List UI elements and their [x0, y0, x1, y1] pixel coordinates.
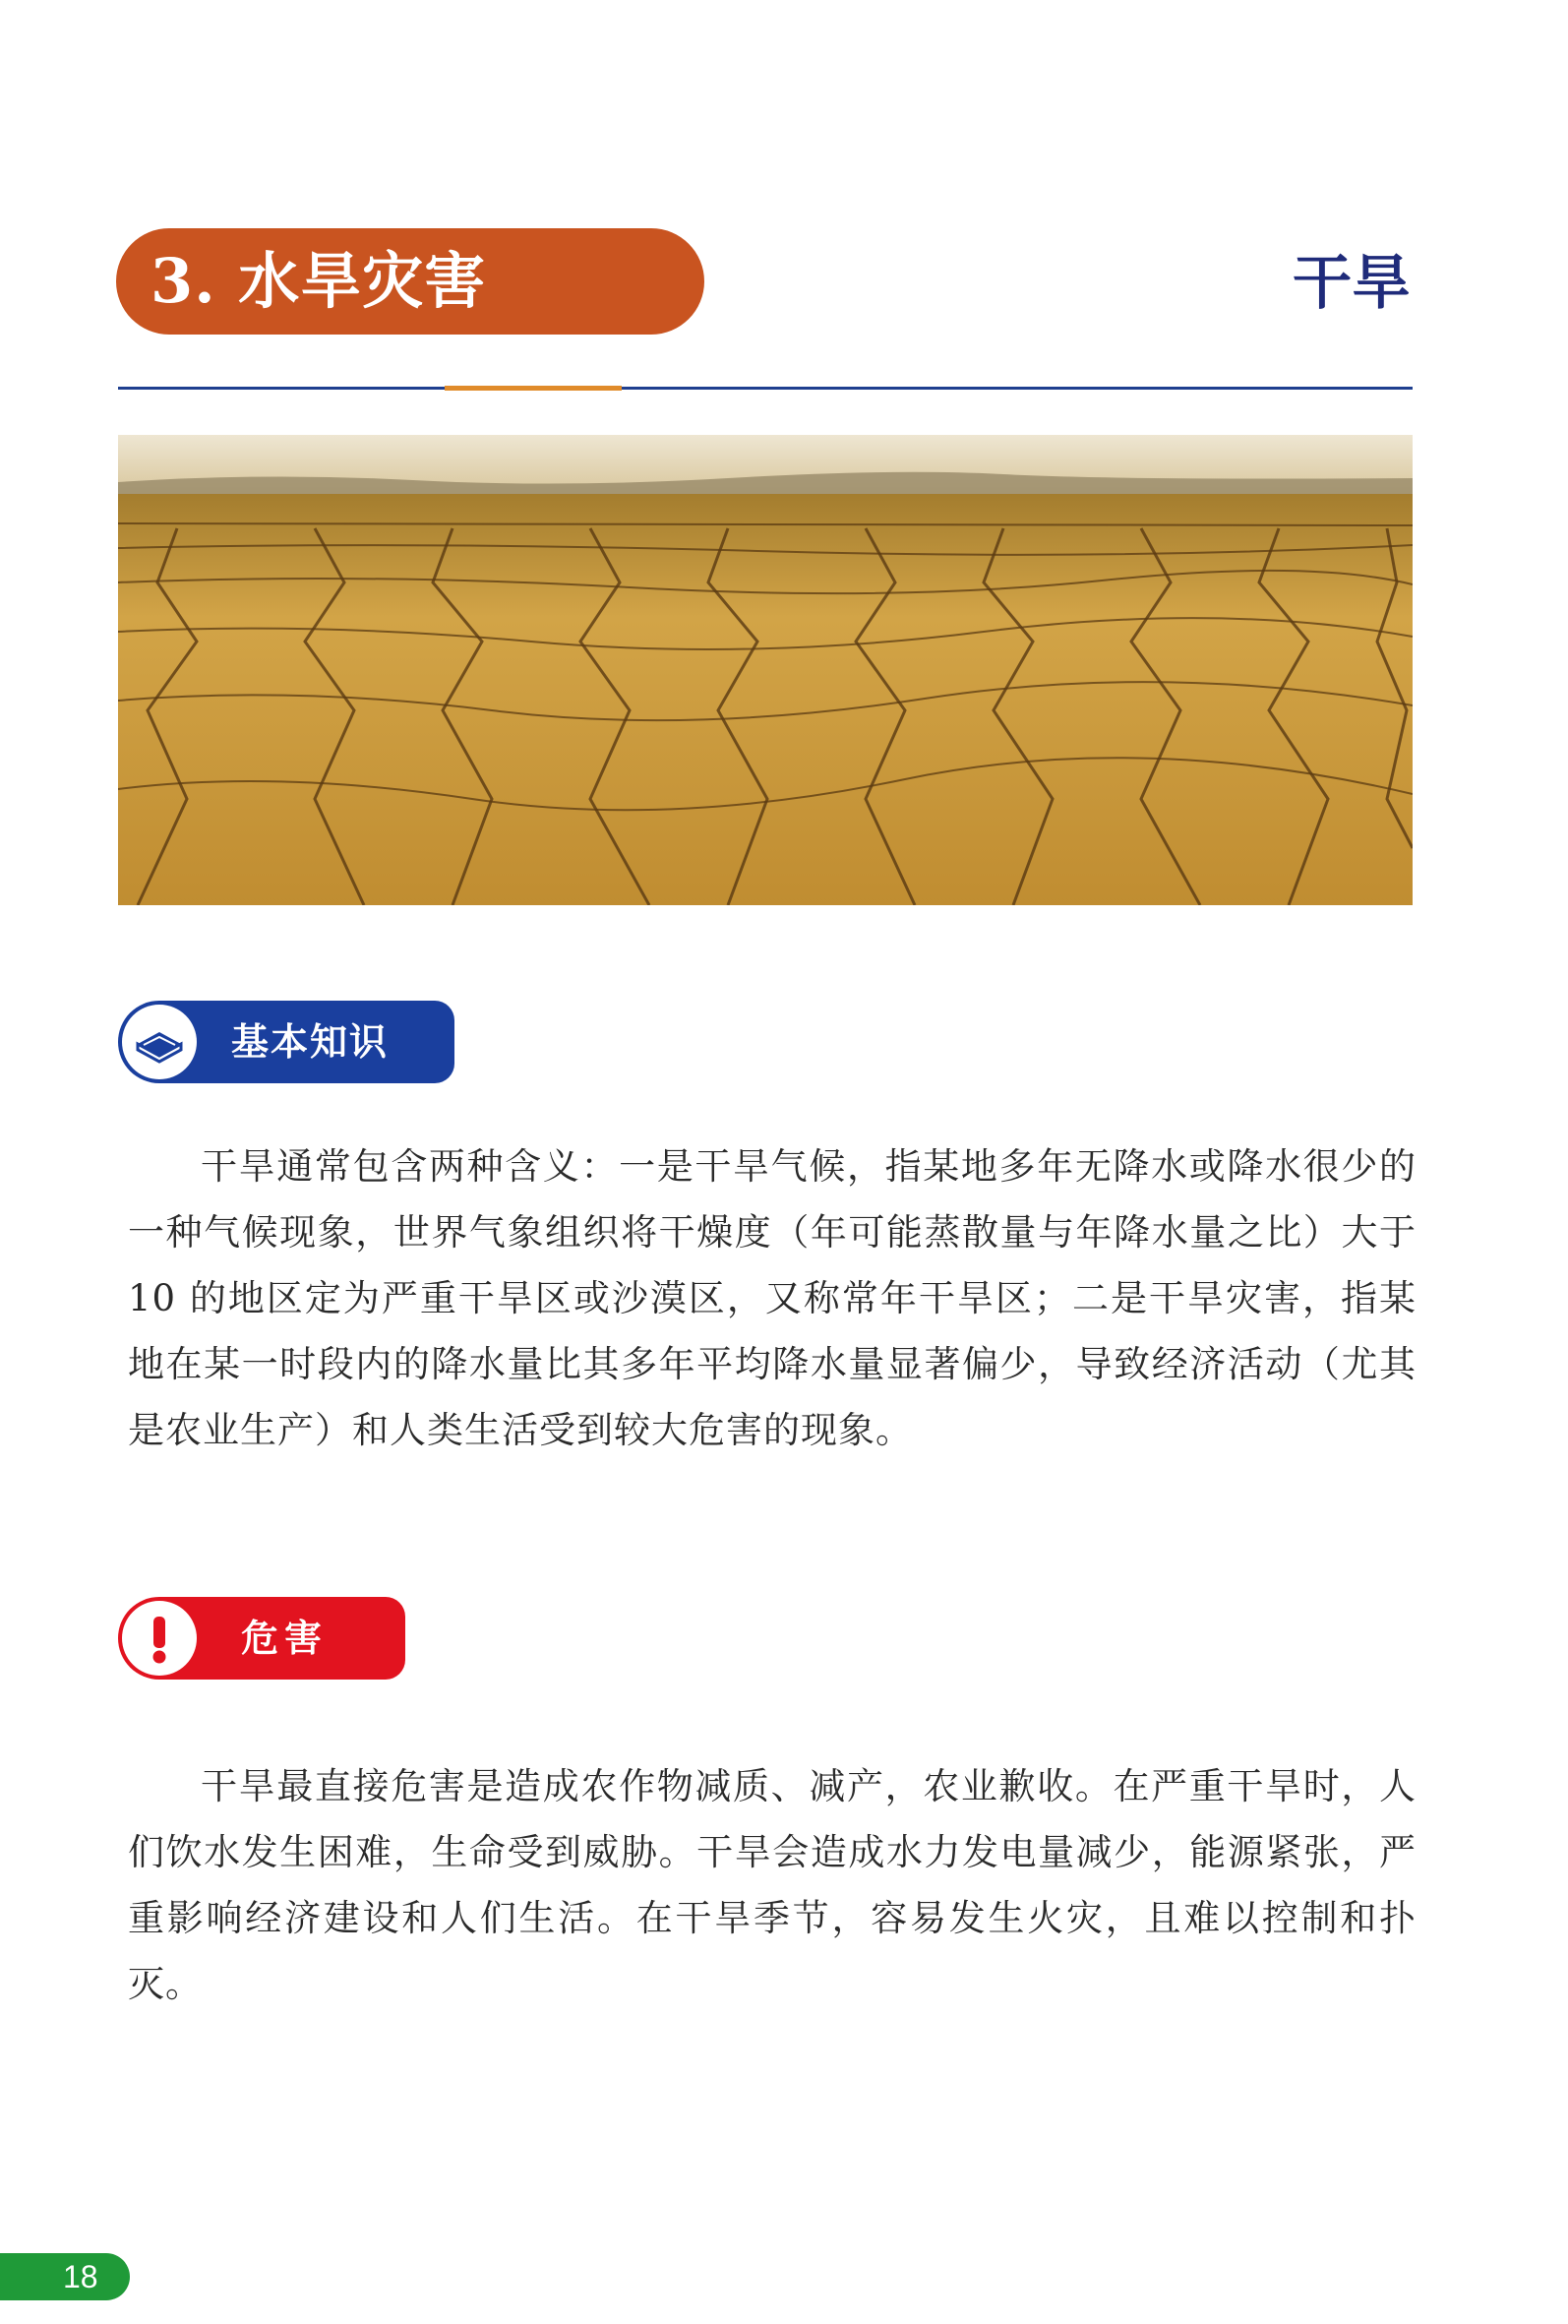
exclamation-icon: [122, 1601, 197, 1676]
knowledge-label: 基本知识: [231, 1020, 390, 1064]
page-number: 18: [63, 2259, 98, 2294]
section-title: 3. 水旱灾害: [151, 245, 487, 317]
harm-paragraph: 干旱最直接危害是造成农作物减质、减产，农业歉收。在严重干旱时，人们饮水发生困难，生命受到威胁。干旱会造成水力发电量减少，能源紧张，严重影响经济建设和人们生活。在干旱季节，容易发生火灾，且难以控制和扑灭。: [128, 1765, 1417, 2005]
header-rule-accent: [445, 386, 622, 391]
knowledge-paragraph: 干旱通常包含两种含义：一是干旱气候，指某地多年无降水或降水很少的一种气候现象，世界气象组织将干燥度（年可能蒸散量与年降水量之比）大于 10 的地区定为严重干旱区或沙漠区，又称常年干旱区；二是干旱灾害，指某地在某一时段内的降水量比其多年平均降水量显著偏少，导致经济活动（尤其是农业生产）和人类生活受到较大危害的现象。: [128, 1145, 1417, 1451]
harm-heading: [118, 1597, 405, 1680]
topic-title: 干旱: [1293, 249, 1411, 318]
cracked-earth-photo: [118, 435, 1413, 905]
header-rule: [118, 387, 1413, 390]
book-icon: [122, 1005, 197, 1079]
harm-label: 危害: [241, 1617, 329, 1660]
knowledge-heading: [118, 1001, 454, 1083]
